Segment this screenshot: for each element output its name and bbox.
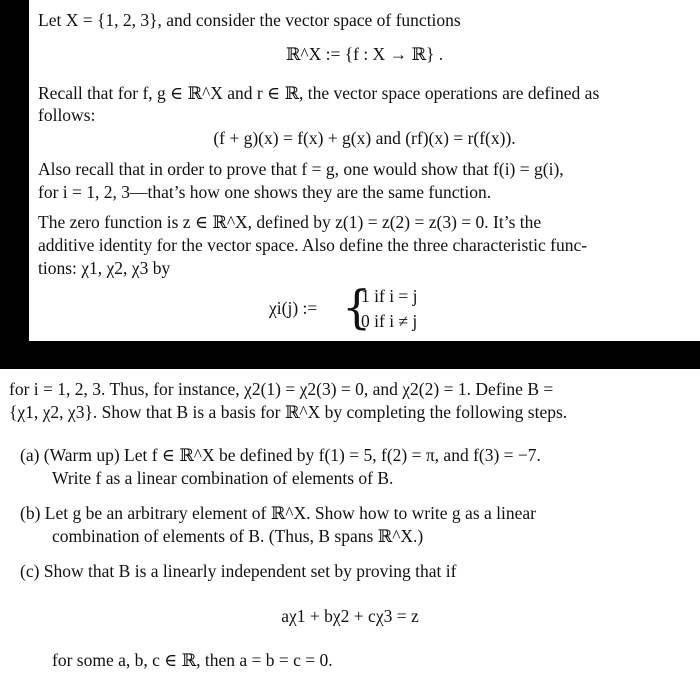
recall-operations-line: Recall that for f, g ∈ ℝ^X and r ∈ ℝ, the vector space operations are defined as — [38, 83, 600, 103]
equality-recall-cont: for i = 1, 2, 3—that’s how one shows they are the same function. — [38, 182, 492, 202]
equality-recall-line: Also recall that in order to prove that f = g, one would show that f(i) = g(i), — [38, 159, 564, 179]
left-brace: { — [342, 280, 372, 334]
part-b-line2: combination of elements of B. (Thus, B spans ℝ^X.) — [52, 526, 424, 546]
top-text-panel — [29, 0, 700, 341]
piecewise-case-equal: 1 if i = j — [361, 286, 418, 306]
function-space-definition: ℝ^X := {f : X → ℝ} . — [285, 44, 444, 64]
basis-task-line: {χ1, χ2, χ3}. Show that B is a basis for ℝ^X by completing the following steps. — [9, 402, 568, 422]
characteristic-functions-line: tions: χ1, χ2, χ3 by — [38, 258, 171, 278]
part-b-line1: (b) Let g be an arbitrary element of ℝ^X. Show how to write g as a linear — [20, 503, 536, 523]
additive-identity-line: additive identity for the vector space. Also define the three characteristic func- — [38, 235, 588, 255]
bottom-text-panel — [0, 369, 700, 700]
example-values-line: for i = 1, 2, 3. Thus, for instance, χ2(1) = χ2(3) = 0, and χ2(2) = 1. Define B = — [9, 379, 554, 399]
part-c-line1: (c) Show that B is a linearly independent set by proving that if — [20, 561, 457, 581]
recall-operations-cont: follows: — [38, 105, 96, 125]
zero-function-line: The zero function is z ∈ ℝ^X, defined by z(1) = z(2) = z(3) = 0. It’s the — [38, 212, 542, 232]
piecewise-lhs: χi(j) := — [269, 298, 318, 318]
part-c-line3: for some a, b, c ∈ ℝ, then a = b = c = 0. — [52, 650, 333, 670]
part-a-line1: (a) (Warm up) Let f ∈ ℝ^X be defined by f(1) = 5, f(2) = π, and f(3) = −7. — [20, 445, 541, 465]
operations-equation: (f + g)(x) = f(x) + g(x) and (rf)(x) = r(f(x)). — [213, 128, 516, 148]
part-a-line2: Write f as a linear combination of elements of B. — [52, 468, 394, 488]
intro-line: Let X = {1, 2, 3}, and consider the vector space of functions — [38, 10, 461, 30]
piecewise-case-not-equal: 0 if i ≠ j — [361, 311, 418, 331]
piecewise-definition — [269, 282, 529, 336]
linear-independence-equation: aχ1 + bχ2 + cχ3 = z — [281, 606, 419, 626]
